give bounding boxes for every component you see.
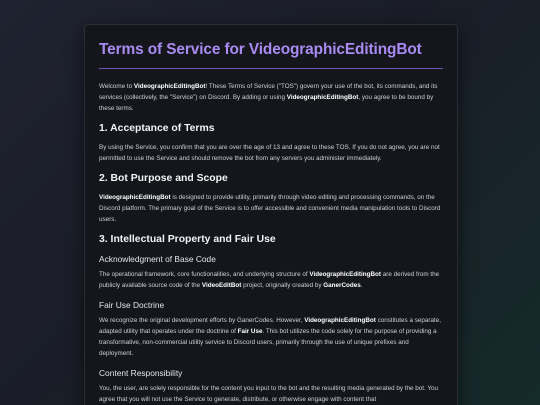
section-2-paragraph (99, 192, 443, 225)
subsection-fair-use-heading: Fair Use Doctrine (99, 300, 165, 310)
intro-bot-name-1: VideographicEditingBot (133, 83, 206, 90)
fair-use-text-2: constitutes a separate, adapted utility that operates under the doctrine of (99, 317, 441, 335)
section-3-heading: 3. Intellectual Property and Fair Use (99, 234, 276, 245)
section-1-paragraph: By using the Service, you confirm that you are over the age of 13 and agree to these TOS. If you do not agree, you are not permitted to use the Service and should remove the bot from any servers you administer immediately. (99, 144, 440, 162)
intro-text-1: Welcome to (99, 83, 134, 90)
base-code-text-1: The operational framework, core functionalities, and underlying structure of (99, 271, 310, 278)
base-code-bot-name: VideographicEditingBot (309, 271, 381, 278)
base-code-author-name: GanerCodes (323, 282, 361, 289)
subsection-fair-use-paragraph (99, 315, 443, 359)
subsection-base-code-heading: Acknowledgment of Base Code (99, 254, 216, 264)
subsection-content-responsibility-heading: Content Responsibility (99, 368, 183, 378)
intro-paragraph (99, 81, 443, 114)
title-divider (99, 68, 443, 69)
intro-text-3: , you agree to be bound by these terms. (99, 94, 434, 112)
fair-use-bot-name: VideographicEditingBot (304, 317, 376, 324)
section-2-bot-name: VideographicEditingBot (99, 194, 171, 201)
tos-card (84, 24, 458, 405)
intro-text-2: ! These Terms of Service ("TOS") govern your use of the bot, its commands, and its services (collectively, the "Service") on Discord. By adding or using (99, 83, 438, 101)
section-2-text: is designed to provide utility, primarily through video editing and processing commands, on the Discord platform. The primary goal of the Service is to offer accessible and convenient media manipulation tools to Discord users. (99, 194, 441, 223)
base-code-project-name: VideoEditBot (201, 282, 242, 289)
section-2-heading: 2. Bot Purpose and Scope (99, 173, 228, 184)
section-1-heading: 1. Acceptance of Terms (99, 123, 215, 134)
page-title: Terms of Service for VideographicEditingBot (99, 41, 422, 58)
base-code-text-3: project, originally created by (241, 282, 324, 289)
fair-use-text-1: We recognize the original development efforts by GanerCodes. However, (99, 317, 305, 324)
subsection-content-responsibility-paragraph: You, the user, are solely responsible for the content you input to the bot and the resulting media generated by the bot. You agree that you will not use the Service to generate, distribute, or otherwise engage with content that (99, 385, 438, 403)
base-code-text-4: . (360, 282, 363, 289)
fair-use-term: Fair Use (237, 328, 263, 335)
subsection-base-code-paragraph (99, 269, 443, 291)
intro-bot-name-2: VideographicEditingBot (286, 94, 359, 101)
base-code-text-2: are derived from the publicly available source code of the (99, 271, 440, 289)
fair-use-text-3: . This bot utilizes the code solely for the purpose of providing a transformative, non-commercial utility service to Discord users, primarily through the use of unique prefixes and deployment. (99, 328, 437, 357)
